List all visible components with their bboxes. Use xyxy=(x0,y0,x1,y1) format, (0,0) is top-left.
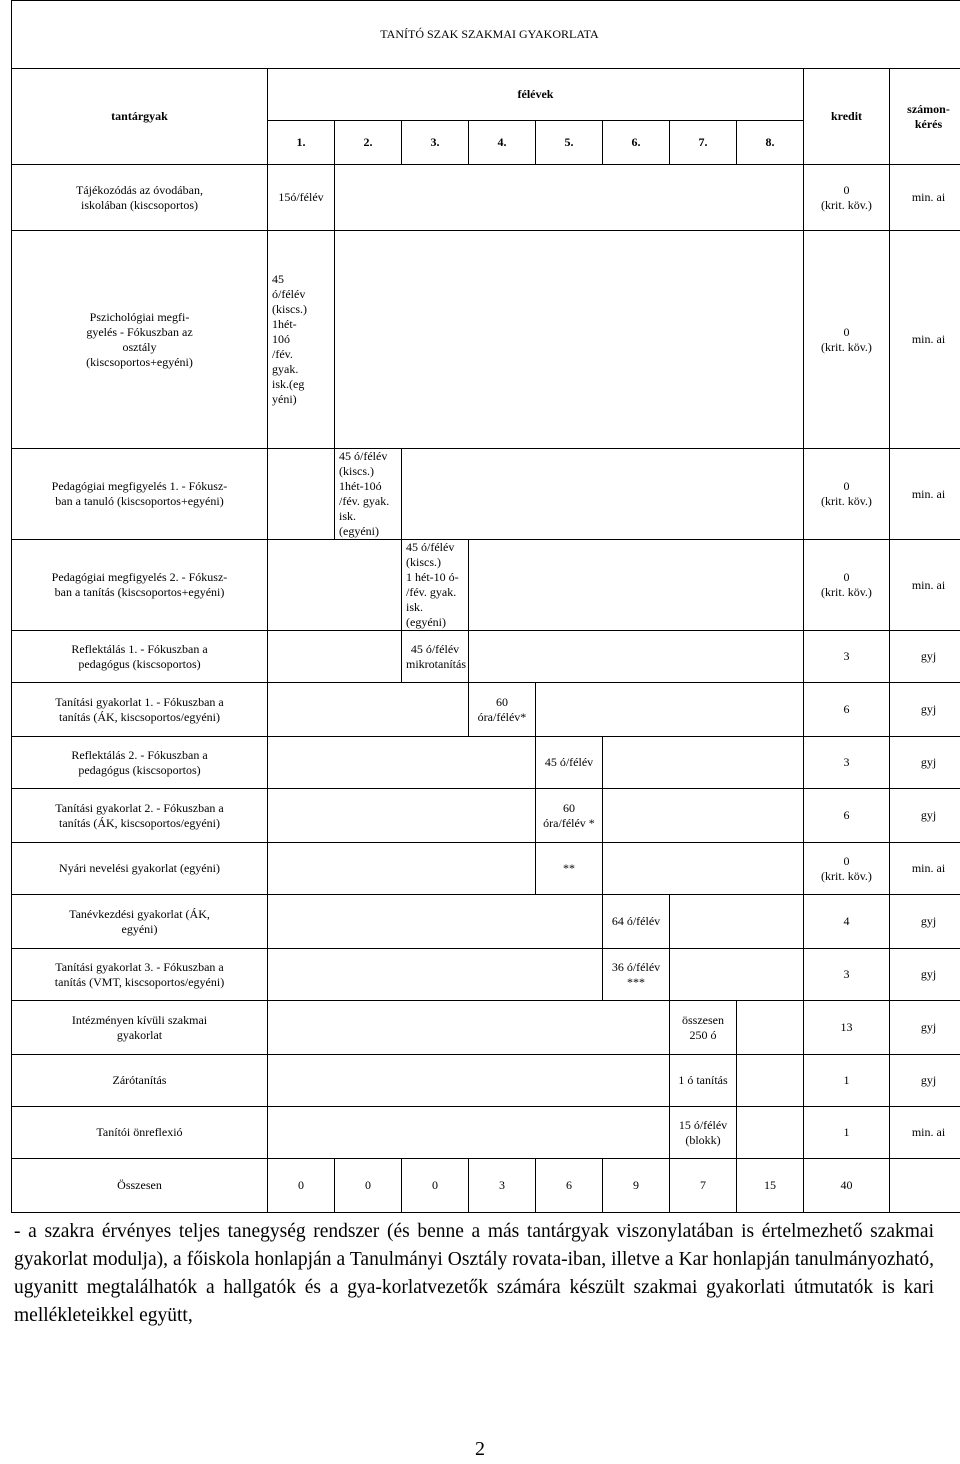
empty-cell xyxy=(268,843,536,895)
assessment-cell: min. ai xyxy=(890,449,960,540)
hours-cell: 45 ó/félév (kiscs.) 1hét-10ó /fév. gyak. isk. (egyéni) xyxy=(335,449,402,540)
header-credit: kredit xyxy=(804,69,890,165)
assessment-cell: gyj xyxy=(890,949,960,1001)
subject-name: Intézményen kívüli szakmai gyakorlat xyxy=(12,1001,268,1055)
semester-number: 2. xyxy=(335,121,402,165)
empty-cell xyxy=(268,683,469,737)
empty-cell xyxy=(737,1107,804,1159)
assessment-cell: min. ai xyxy=(890,231,960,449)
hours-cell: 60 óra/félév* xyxy=(469,683,536,737)
empty-cell xyxy=(335,231,804,449)
table-row xyxy=(12,895,960,949)
total-value: 9 xyxy=(603,1159,670,1213)
subject-name: Tanítási gyakorlat 1. - Fókuszban a tanítás (ÁK, kiscsoportos/egyéni) xyxy=(12,683,268,737)
subject-name: Tájékozódás az óvodában, iskolában (kiscsoportos) xyxy=(12,165,268,231)
header-subjects: tantárgyak xyxy=(12,69,268,165)
hours-cell: 36 ó/félév *** xyxy=(603,949,670,1001)
table-row xyxy=(12,231,960,449)
credit-cell: 4 xyxy=(804,895,890,949)
hours-cell: 45 ó/félév xyxy=(536,737,603,789)
semester-number: 5. xyxy=(536,121,603,165)
credit-cell: 6 xyxy=(804,683,890,737)
table-row xyxy=(12,1055,960,1107)
table-row xyxy=(12,683,960,737)
hours-cell: 1 ó tanítás xyxy=(670,1055,737,1107)
table-row xyxy=(12,631,960,683)
empty-cell xyxy=(737,1001,804,1055)
empty-cell xyxy=(268,1001,670,1055)
empty-cell xyxy=(268,895,603,949)
subject-name: Reflektálás 2. - Fókuszban a pedagógus (kiscsoportos) xyxy=(12,737,268,789)
subject-name: Pszichológiai megfi- gyelés - Fókuszban az osztály (kiscsoportos+egyéni) xyxy=(12,231,268,449)
credit-cell: 3 xyxy=(804,737,890,789)
total-value: 6 xyxy=(536,1159,603,1213)
subject-name: Nyári nevelési gyakorlat (egyéni) xyxy=(12,843,268,895)
semester-number: 4. xyxy=(469,121,536,165)
assessment-cell: min. ai xyxy=(890,540,960,631)
assessment-cell: gyj xyxy=(890,895,960,949)
subject-name: Tanítási gyakorlat 3. - Fókuszban a tanítás (VMT, kiscsoportos/egyéni) xyxy=(12,949,268,1001)
header-semesters: félévek xyxy=(268,69,804,121)
table-row xyxy=(12,843,960,895)
table-row xyxy=(12,540,960,631)
credit-cell: 0 (krit. köv.) xyxy=(804,231,890,449)
hours-cell: 45 ó/félév mikrotanítás xyxy=(402,631,469,683)
empty-cell xyxy=(268,449,335,540)
empty-cell xyxy=(268,1107,670,1159)
semester-number: 3. xyxy=(402,121,469,165)
table-row xyxy=(12,1107,960,1159)
empty-cell xyxy=(268,631,402,683)
credit-cell: 0 (krit. köv.) xyxy=(804,540,890,631)
credit-cell: 13 xyxy=(804,1001,890,1055)
assessment-cell: gyj xyxy=(890,631,960,683)
page-number: 2 xyxy=(475,1438,485,1460)
totals-label: Összesen xyxy=(12,1159,268,1213)
table-row xyxy=(12,789,960,843)
table-row xyxy=(12,165,960,231)
assessment-cell: gyj xyxy=(890,737,960,789)
credit-cell: 3 xyxy=(804,631,890,683)
assessment-cell: gyj xyxy=(890,1055,960,1107)
credit-cell: 0 (krit. köv.) xyxy=(804,165,890,231)
empty-cell xyxy=(268,789,536,843)
header-row xyxy=(12,69,960,121)
assessment-cell: gyj xyxy=(890,789,960,843)
empty-cell xyxy=(469,631,804,683)
empty-cell xyxy=(268,1055,670,1107)
empty-cell xyxy=(469,540,804,631)
total-credit: 40 xyxy=(804,1159,890,1213)
credit-cell: 6 xyxy=(804,789,890,843)
empty-cell xyxy=(402,449,804,540)
assessment-cell: min. ai xyxy=(890,1107,960,1159)
empty-cell xyxy=(268,737,536,789)
assessment-cell: min. ai xyxy=(890,843,960,895)
footer-paragraph: - a szakra érvényes teljes tanegység rendszer (és benne a más tantárgyak viszonylatában is értelmezhető szakmai gyakorlat modulja), a főiskola honlapján a Tanulmányi Osztály rovata-iban, illetve a Kar honlapján tanulmányozható, ugyanitt megtalálhatók a hallgatók és a gya-korlatvezetők számára készült szakmai gyakorlati útmutatók is kari mellékleteikkel együtt, xyxy=(14,1221,934,1326)
semester-number: 1. xyxy=(268,121,335,165)
credit-cell: 0 (krit. köv.) xyxy=(804,449,890,540)
empty-cell xyxy=(737,1055,804,1107)
subject-name: Tanévkezdési gyakorlat (ÁK, egyéni) xyxy=(12,895,268,949)
hours-cell: 45 ó/félév (kiscs.) 1 hét-10 ó- /fév. gyak. isk. (egyéni) xyxy=(402,540,469,631)
empty-cell xyxy=(603,789,804,843)
total-value: 3 xyxy=(469,1159,536,1213)
subject-name: Reflektálás 1. - Fókuszban a pedagógus (kiscsoportos) xyxy=(12,631,268,683)
assessment-cell: gyj xyxy=(890,683,960,737)
subject-name: Pedagógiai megfigyelés 1. - Fókusz- ban a tanuló (kiscsoportos+egyéni) xyxy=(12,449,268,540)
hours-cell: ** xyxy=(536,843,603,895)
page-title: TANÍTÓ SZAK SZAKMAI GYAKORLATA xyxy=(12,1,960,69)
credit-cell: 1 xyxy=(804,1107,890,1159)
semester-number: 7. xyxy=(670,121,737,165)
hours-cell: 60 óra/félév * xyxy=(536,789,603,843)
header-assessment: számon- kérés xyxy=(890,69,960,165)
total-value: 15 xyxy=(737,1159,804,1213)
total-value: 0 xyxy=(402,1159,469,1213)
credit-cell: 3 xyxy=(804,949,890,1001)
table-row xyxy=(12,737,960,789)
curriculum-table xyxy=(11,0,960,1213)
semester-number: 8. xyxy=(737,121,804,165)
empty-cell xyxy=(536,683,804,737)
subject-name: Pedagógiai megfigyelés 2. - Fókusz- ban a tanítás (kiscsoportos+egyéni) xyxy=(12,540,268,631)
table-row xyxy=(12,449,960,540)
table-row xyxy=(12,949,960,1001)
total-value: 0 xyxy=(335,1159,402,1213)
hours-cell: összesen 250 ó xyxy=(670,1001,737,1055)
hours-cell: 64 ó/félév xyxy=(603,895,670,949)
title-row xyxy=(12,1,960,69)
hours-cell: 15 ó/félév (blokk) xyxy=(670,1107,737,1159)
totals-row xyxy=(12,1159,960,1213)
empty-cell xyxy=(268,540,402,631)
subject-name: Tanítói önreflexió xyxy=(12,1107,268,1159)
empty-cell xyxy=(268,949,603,1001)
empty-cell xyxy=(603,737,804,789)
assessment-cell: min. ai xyxy=(890,165,960,231)
empty-cell xyxy=(603,843,804,895)
empty-cell xyxy=(890,1159,960,1213)
total-value: 0 xyxy=(268,1159,335,1213)
empty-cell xyxy=(670,895,804,949)
empty-cell xyxy=(335,165,804,231)
subject-name: Tanítási gyakorlat 2. - Fókuszban a tanítás (ÁK, kiscsoportos/egyéni) xyxy=(12,789,268,843)
hours-cell: 15ó/félév xyxy=(268,165,335,231)
total-value: 7 xyxy=(670,1159,737,1213)
credit-cell: 1 xyxy=(804,1055,890,1107)
semester-number: 6. xyxy=(603,121,670,165)
hours-cell: 45 ó/félév (kiscs.) 1hét- 10ó /fév. gyak. isk.(eg yéni) xyxy=(268,231,335,449)
empty-cell xyxy=(670,949,804,1001)
credit-cell: 0 (krit. köv.) xyxy=(804,843,890,895)
assessment-cell: gyj xyxy=(890,1001,960,1055)
table-row xyxy=(12,1001,960,1055)
subject-name: Zárótanítás xyxy=(12,1055,268,1107)
